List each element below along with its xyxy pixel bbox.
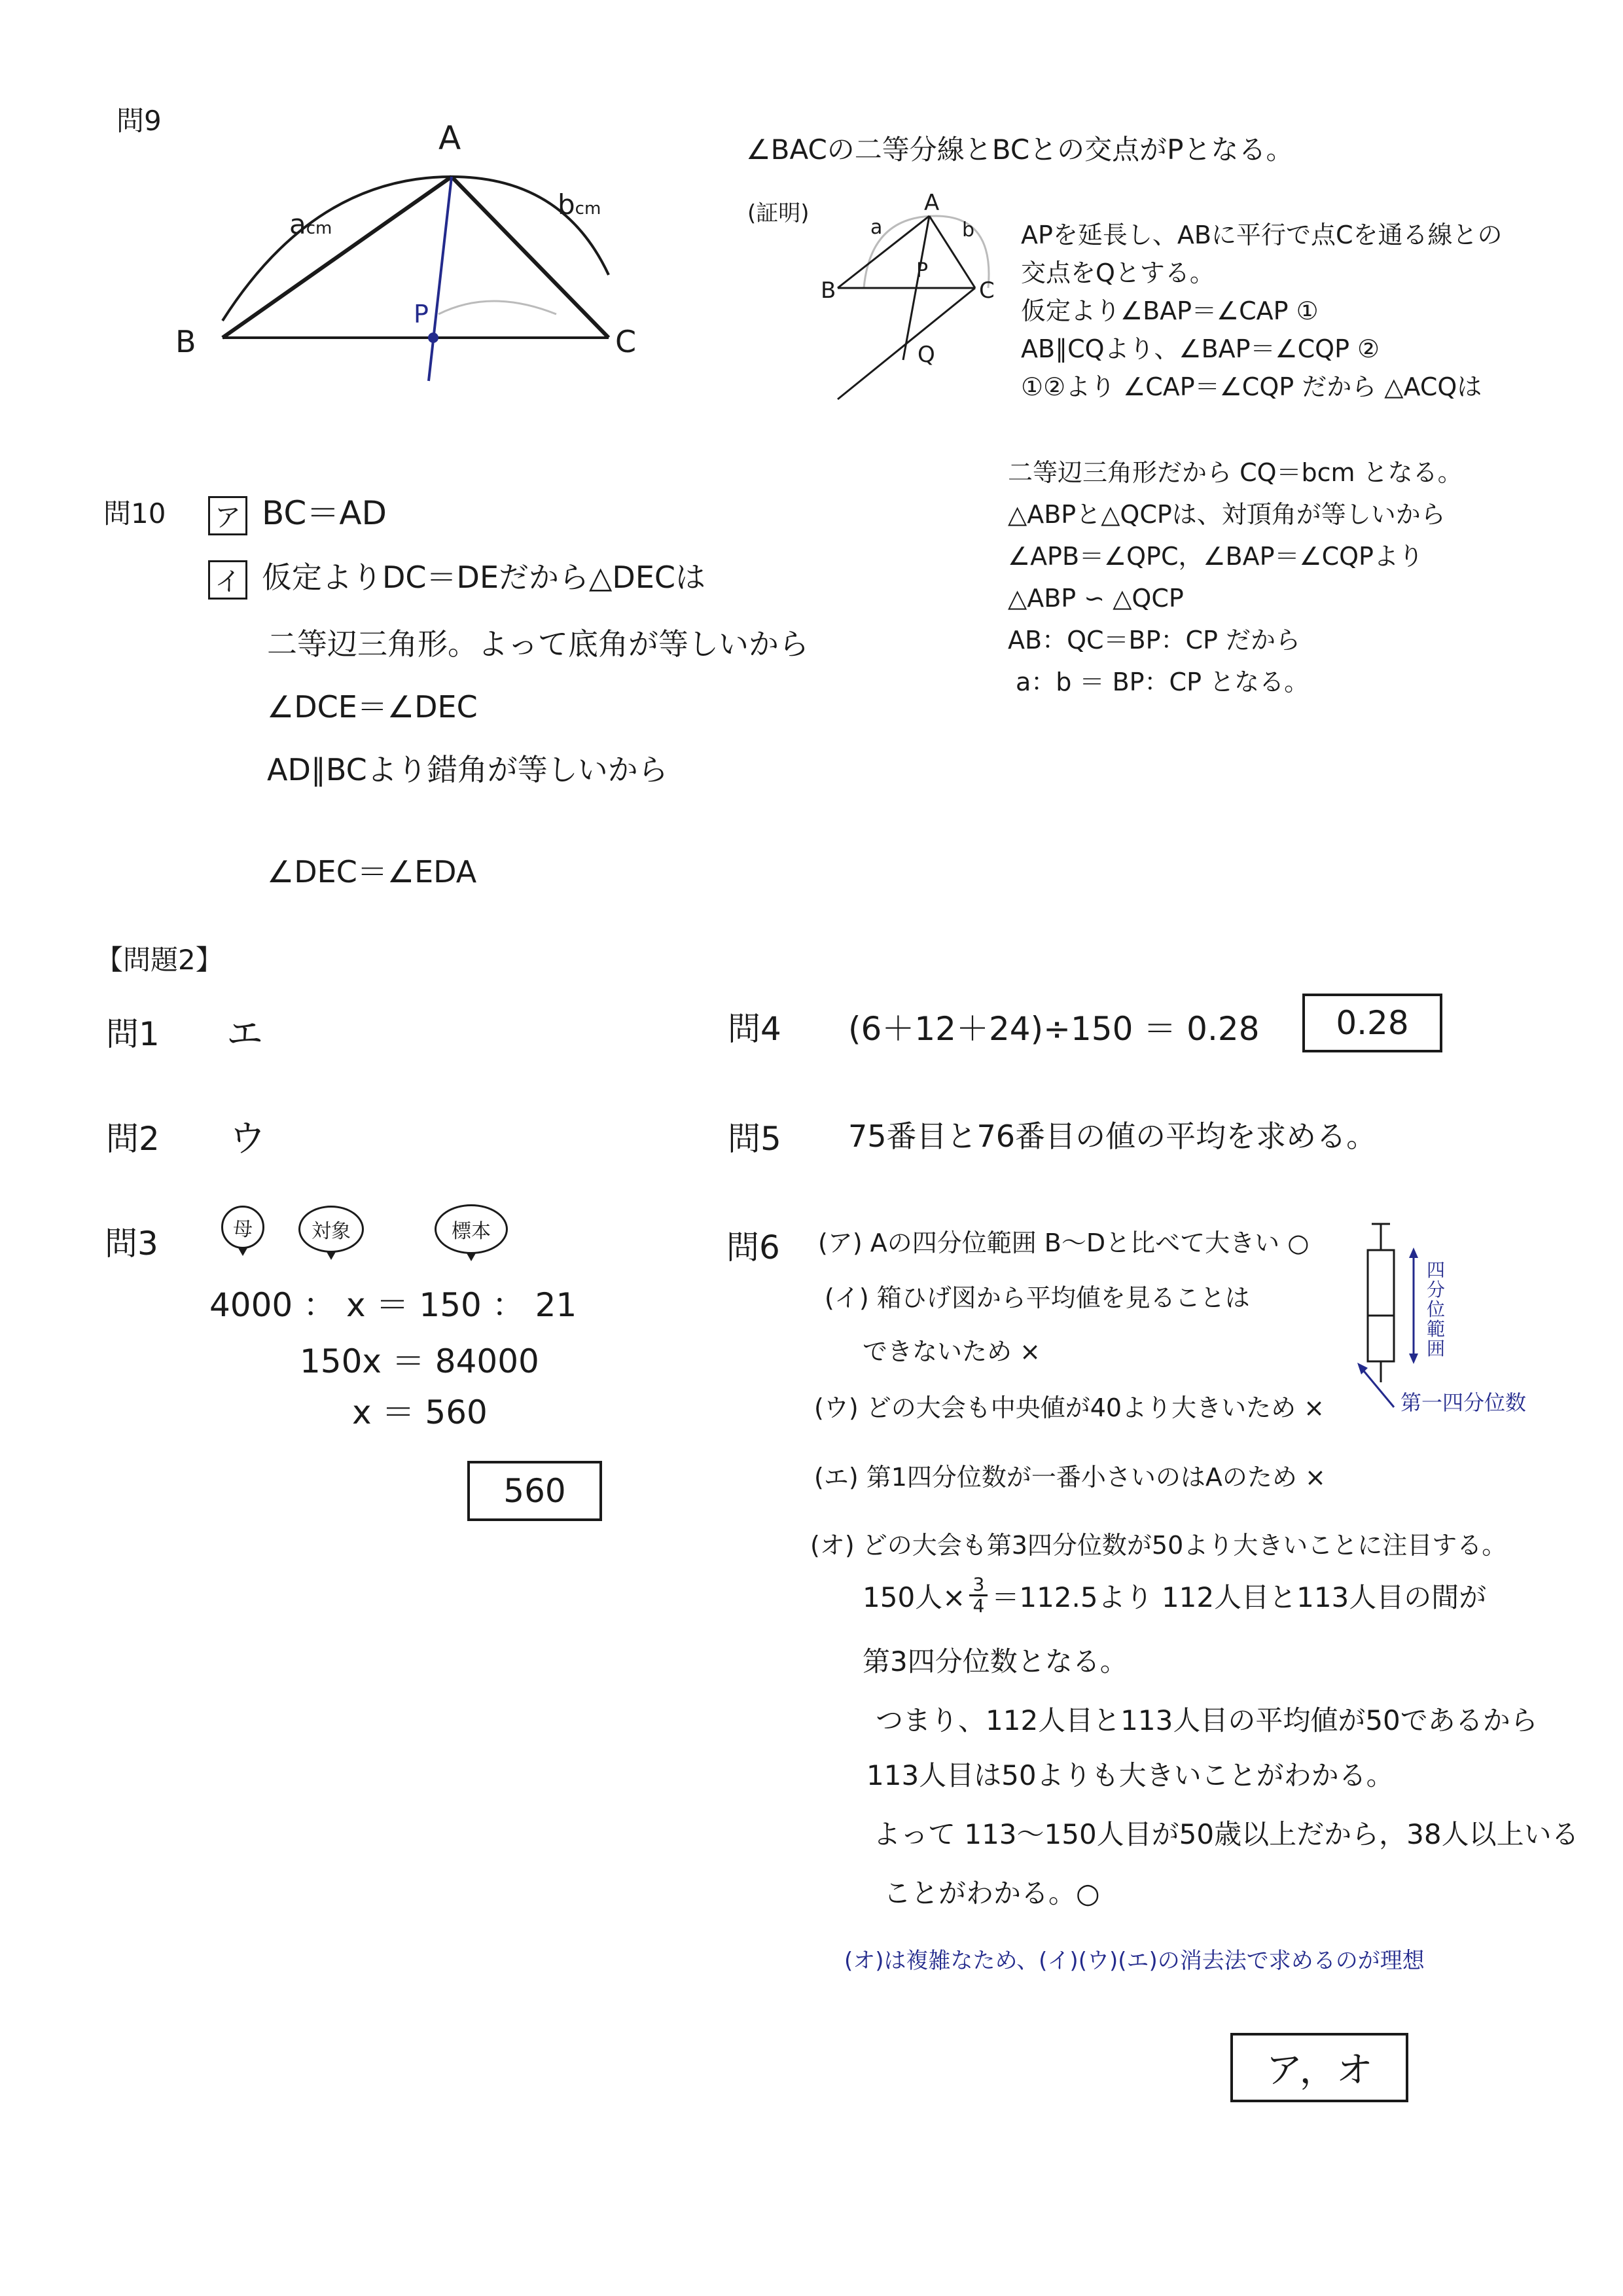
q9-proof-label: (証明) xyxy=(747,200,810,226)
q6-calc-rest: ＝112.5より 112人目と113人目の間が xyxy=(991,1581,1487,1613)
proof-line: AB：QC＝BP：CP だから xyxy=(1008,626,1301,655)
q10-b-line: 仮定よりDC＝DEだから△DECは xyxy=(262,560,706,595)
p2-q5-text: 75番目と76番目の値の平均を求める。 xyxy=(848,1119,1377,1154)
p2-q4-answer-box: 0.28 xyxy=(1302,994,1442,1052)
p2-q3-proportion: 4000 ： x ＝ 150 ： 21 xyxy=(209,1286,577,1324)
q6-option-b-cont: できないため × xyxy=(863,1337,1041,1366)
proof-label-side-a: a xyxy=(870,216,883,239)
q6-option-b: (イ) 箱ひげ図から平均値を見ることは xyxy=(825,1283,1250,1312)
proof-line: a：b ＝ BP：CP となる。 xyxy=(1016,668,1310,696)
q10-answer-b-rest xyxy=(267,613,809,903)
bisector-ap xyxy=(429,177,452,381)
proof-label-c: C xyxy=(979,278,995,304)
proof-label-b: B xyxy=(821,278,836,304)
proof-line: APを延長し、ABに平行で点Cを通る線との xyxy=(1021,221,1503,249)
q6-option-e: (オ) どの大会も第3四分位数が50より大きいことに注目する。 xyxy=(810,1531,1507,1560)
proof-line: AB∥CQより、∠BAP＝∠CQP ② xyxy=(1021,334,1380,363)
proof-line: ∠APB＝∠QPC，∠BAP＝∠CQPより xyxy=(1008,542,1423,571)
point-p xyxy=(428,332,438,343)
q6-option-c: (ウ) どの大会も中央値が40より大きいため × xyxy=(814,1393,1325,1422)
q9-statement: ∠BACの二等分線とBCとの交点がPとなる。 xyxy=(746,134,1294,166)
proof-ab xyxy=(838,216,929,288)
box xyxy=(1368,1250,1394,1361)
proof-label-side-b: b xyxy=(962,219,975,242)
q10-mark-b: イ xyxy=(208,560,247,600)
p2-q1-label: 問1 xyxy=(106,1015,160,1053)
proof-cq xyxy=(838,288,975,399)
q6-note: (オ)は複雑なため、(イ)(ウ)(エ)の消去法で求めるのが理想 xyxy=(844,1948,1425,1974)
q9-vertex-c: C xyxy=(615,324,637,359)
proof-line: ①②より ∠CAP＝∠CQP だから △ACQは xyxy=(1021,372,1482,401)
q6-calc-fraction xyxy=(969,1575,988,1616)
fraction-numerator: 3 xyxy=(972,1573,985,1595)
arc-a xyxy=(223,177,452,321)
q9-proof-lines-top xyxy=(1021,216,1558,406)
q10-answer-a xyxy=(208,487,387,535)
q6-more-line: 113人目は50よりも大きいことがわかる。 xyxy=(866,1759,1394,1791)
q10-b-line: ∠DEC＝∠EDA xyxy=(267,854,477,889)
q9-side-b-label: bcm xyxy=(558,188,601,221)
q1-pointer xyxy=(1361,1368,1394,1407)
arc-guide xyxy=(438,301,556,314)
q6-more-line: つまり、112人目と113人目の平均値が50であるから xyxy=(876,1704,1538,1736)
proof-line: 仮定より∠BAP＝∠CAP ① xyxy=(1021,296,1319,325)
p2-q2-answer: ウ xyxy=(229,1118,266,1160)
q10-mark-a: ア xyxy=(208,496,247,535)
proof-label-q: Q xyxy=(918,342,935,368)
bubble-sample: 標本 xyxy=(435,1204,508,1254)
p2-header: 【問題2】 xyxy=(96,944,223,976)
proof-line: △ABPと△QCPは、対頂角が等しいから xyxy=(1008,500,1446,529)
p2-q6-answer-box: ア，オ xyxy=(1230,2033,1408,2102)
q10-b-line: 二等辺三角形。よって底角が等しいから xyxy=(267,626,809,662)
p2-q5-label: 問5 xyxy=(728,1120,781,1158)
q6-more-line: 第3四分位数となる。 xyxy=(863,1645,1128,1677)
p2-q3-answer-box: 560 xyxy=(467,1461,602,1521)
iqr-arrow-top xyxy=(1409,1247,1418,1258)
iqr-arrow-bottom xyxy=(1409,1354,1418,1364)
q10-b-line: AD∥BCより錯角が等しいから xyxy=(267,752,668,787)
proof-label-p: P xyxy=(916,259,929,282)
q6-more-line: ことがわかる。○ xyxy=(883,1877,1100,1909)
q9-vertex-a: A xyxy=(438,119,461,157)
q6-option-d: (エ) 第1四分位数が一番小さいのはAのため × xyxy=(814,1463,1326,1492)
proof-label-a: A xyxy=(924,190,940,216)
q10-label: 問10 xyxy=(103,497,166,529)
p2-q1-answer: エ xyxy=(226,1013,263,1056)
p2-q3-label: 問3 xyxy=(105,1225,158,1263)
q10-b-line: ∠DCE＝∠DEC xyxy=(267,689,478,725)
q10-answer-a-text: BC＝AD xyxy=(262,494,387,532)
boxplot-label-q1: 第一四分位数 xyxy=(1400,1390,1527,1415)
p2-q4-expression: (6＋12＋24)÷150 ＝ 0.28 xyxy=(848,1010,1260,1048)
proof-line: 交点をQとする。 xyxy=(1021,259,1215,287)
proof-line: △ABP ∽ △QCP xyxy=(1008,584,1184,613)
q9-point-p-label: P xyxy=(414,300,429,329)
p2-q2-label: 問2 xyxy=(106,1120,160,1158)
q10-answer-b-first xyxy=(208,554,705,600)
p2-q6-label: 問6 xyxy=(726,1229,780,1266)
p2-q3-step: 150x ＝ 84000 xyxy=(300,1342,539,1380)
q9-label: 問9 xyxy=(116,105,162,137)
proof-line: 二等辺三角形だから CQ＝bcm となる。 xyxy=(1008,458,1463,487)
boxplot-label-iqr: 四分位範囲 xyxy=(1427,1259,1446,1359)
q6-more-line: よって 113〜150人目が50歳以上だから，38人以上いる xyxy=(873,1818,1579,1850)
q6-calc-prefix: 150人× xyxy=(863,1581,966,1613)
q6-option-a: (ア) Aの四分位範囲 B〜Dと比べて大きい ○ xyxy=(818,1229,1310,1257)
bubble-mother: 母 xyxy=(221,1206,264,1249)
q9-proof-lines-bottom xyxy=(1008,452,1571,703)
p2-q3-result: x ＝ 560 xyxy=(352,1393,488,1431)
bubble-target: 対象 xyxy=(298,1206,364,1253)
q9-side-a-label: acm xyxy=(289,208,332,240)
q9-vertex-b: B xyxy=(175,324,196,359)
p2-q4-label: 問4 xyxy=(728,1010,781,1048)
q9-triangle-figure xyxy=(164,118,753,445)
q6-calc-line xyxy=(863,1575,1486,1616)
fraction-denominator: 4 xyxy=(972,1595,985,1617)
